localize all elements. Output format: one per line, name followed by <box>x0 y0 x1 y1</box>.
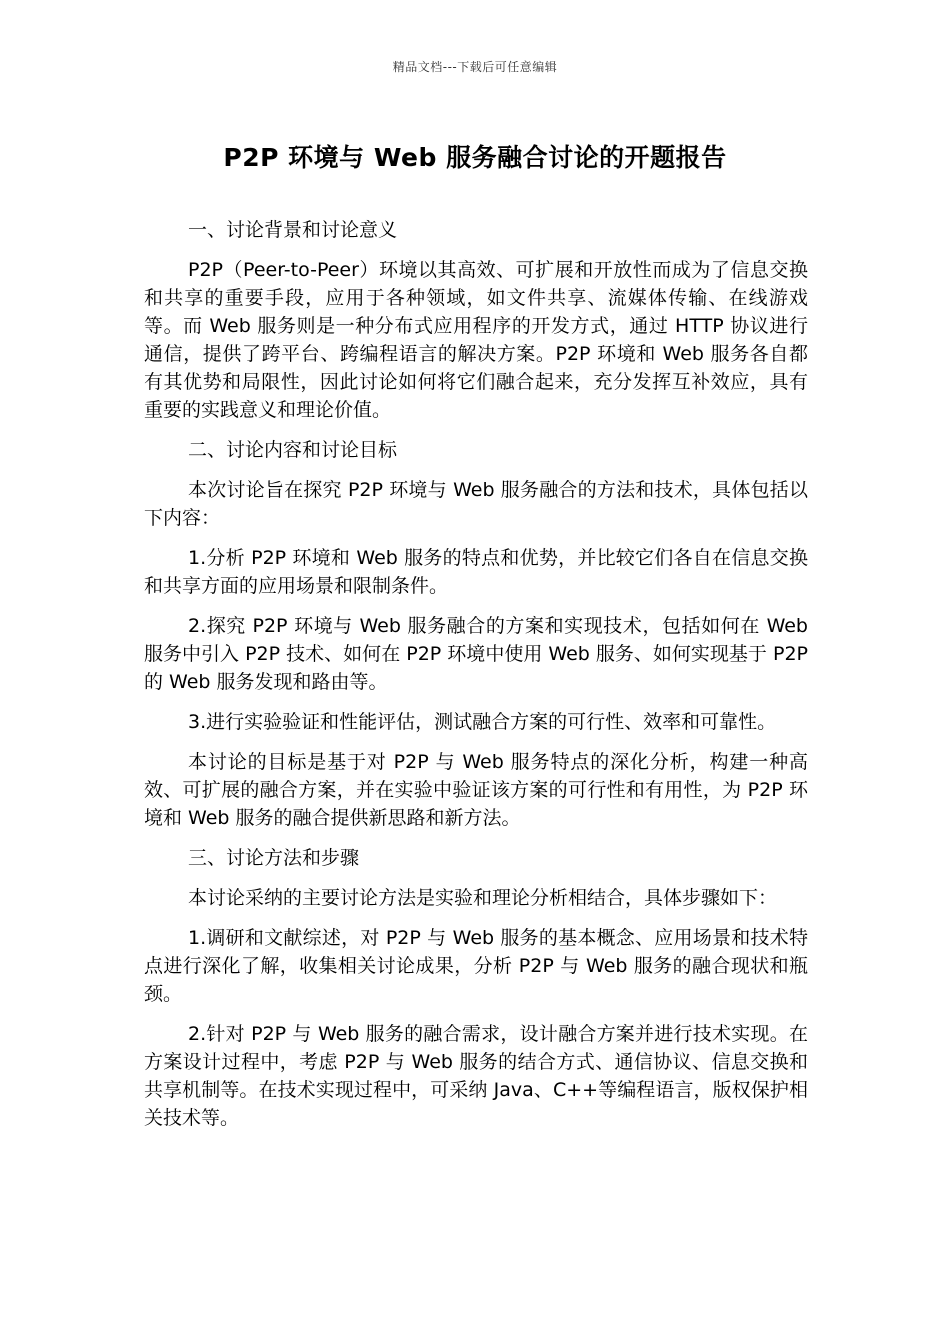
paragraph-goal: 本讨论的目标是基于对 P2P 与 Web 服务特点的深化分析，构建一种高效、可扩展的融合方案，并在实验中验证该方案的可行性和有用性，为 P2P 环境和 Web 服务的融合提供新思路和新方法。 <box>144 751 808 829</box>
document-title: P2P 环境与 Web 服务融合讨论的开题报告 <box>223 143 727 172</box>
paragraph-content-item-2: 2.探究 P2P 环境与 Web 服务融合的方案和实现技术，包括如何在 Web 服务中引入 P2P 技术、如何在 P2P 环境中使用 Web 服务、如何实现基于 P2P 的 Web 服务发现和路由等。 <box>144 615 808 693</box>
paragraph-content-intro: 本次讨论旨在探究 P2P 环境与 Web 服务融合的方法和技术，具体包括以下内容： <box>144 479 808 529</box>
section-heading-method: 三、讨论方法和步骤 <box>188 847 360 869</box>
section-heading-content: 二、讨论内容和讨论目标 <box>188 439 398 461</box>
section-heading-background: 一、讨论背景和讨论意义 <box>188 219 398 241</box>
paragraph-background: P2P（Peer-to-Peer）环境以其高效、可扩展和开放性而成为了信息交换和共享的重要手段，应用于各种领域，如文件共享、流媒体传输、在线游戏等。而 Web 服务则是一种分布式应用程序的开发方式，通过 HTTP 协议进行通信，提供了跨平台、跨编程语言的解决方案。P2P 环境和 Web 服务各自都有其优势和局限性，因此讨论如何将它们融合起来，充分发挥互补效应，具有重要的实践意义和理论价值。 <box>144 259 808 421</box>
paragraph-content-item-1: 1.分析 P2P 环境和 Web 服务的特点和优势，并比较它们各自在信息交换和共享方面的应用场景和限制条件。 <box>144 547 808 597</box>
paragraph-method-intro: 本讨论采纳的主要讨论方法是实验和理论分析相结合，具体步骤如下： <box>188 887 778 909</box>
paragraph-method-step-2: 2.针对 P2P 与 Web 服务的融合需求，设计融合方案并进行技术实现。在方案设计过程中，考虑 P2P 与 Web 服务的结合方式、通信协议、信息交换和共享机制等。在技术实现过程中，可采纳 Java、C++等编程语言，版权保护相关技术等。 <box>144 1023 808 1129</box>
header-note: 精品文档---下载后可任意编辑 <box>392 60 558 74</box>
paragraph-content-item-3: 3.进行实验验证和性能评估，测试融合方案的可行性、效率和可靠性。 <box>188 711 777 733</box>
paragraph-method-step-1: 1.调研和文献综述，对 P2P 与 Web 服务的基本概念、应用场景和技术特点进行深化了解，收集相关讨论成果，分析 P2P 与 Web 服务的融合现状和瓶颈。 <box>144 927 808 1005</box>
document-body <box>144 216 808 1144</box>
